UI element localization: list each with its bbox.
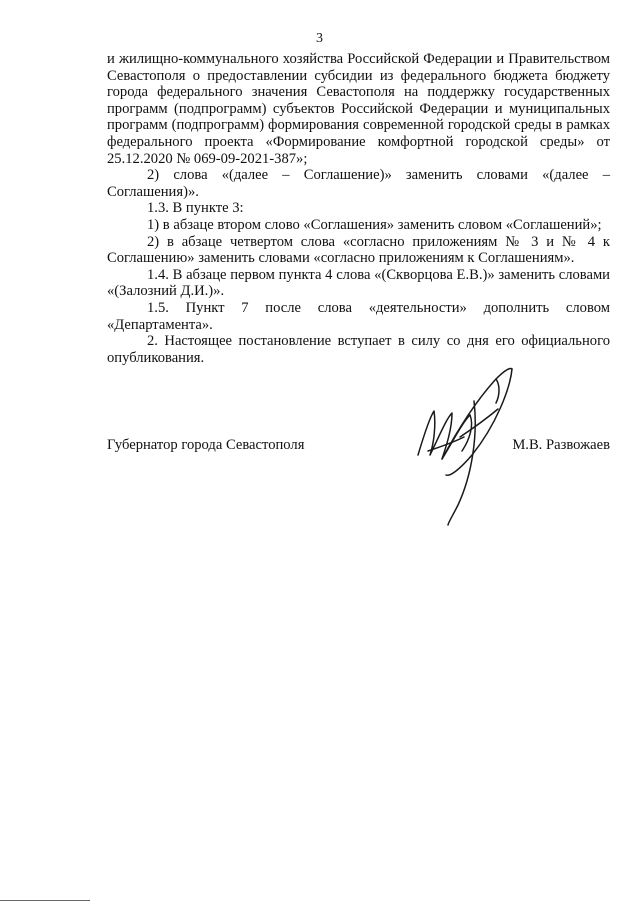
paragraph-1-3: 1.3. В пункте 3:	[147, 200, 244, 217]
governor-name: М.В. Развожаев	[512, 437, 610, 453]
governor-title: Губернатор города Севастополя	[107, 437, 305, 453]
paragraph-1-3-item-1: 1) в абзаце втором слово «Соглашения» заменить словом «Соглашений»;	[147, 216, 602, 233]
paragraph-1-4: 1.4. В абзаце первом пункта 4 слова «(Скворцова Е.В.)» заменить словами «(Залозний Д.И.)».	[107, 266, 610, 300]
handwritten-signature	[400, 355, 540, 530]
document-body	[107, 51, 610, 366]
paragraph-2-effective: 2. Настоящее постановление вступает в силу со дня его официального опубликования.	[107, 333, 610, 366]
page-number: 3	[316, 31, 323, 46]
paragraph-1-3-item-2: 2) в абзаце четвертом слова «согласно приложениям № 3 и № 4 к Соглашению» заменить словами «согласно приложениям к Соглашениям».	[107, 233, 610, 267]
footer-rule	[0, 900, 90, 901]
paragraph-1-5: 1.5. Пункт 7 после слова «деятельности» дополнить словом «Департамента».	[107, 299, 610, 333]
paragraph-item-2-agreement: 2) слова «(далее – Соглашение)» заменить словами «(далее – Соглашения)».	[107, 167, 610, 200]
paragraph-continuation: и жилищно-коммунального хозяйства Российской Федерации и Правительством Севастополя о предоставлении субсидии из федерального бюджета бюджету города федерального значения Севастополя на поддержку государственных программ (подпрограмм) субъектов Российской Федерации и муниципальных программ (подпрограмм) формирования современной городской среды в рамках федерального проекта «Формирование комфортной городской среды» от 25.12.2020 № 069-09-2021-387»;	[107, 51, 610, 167]
